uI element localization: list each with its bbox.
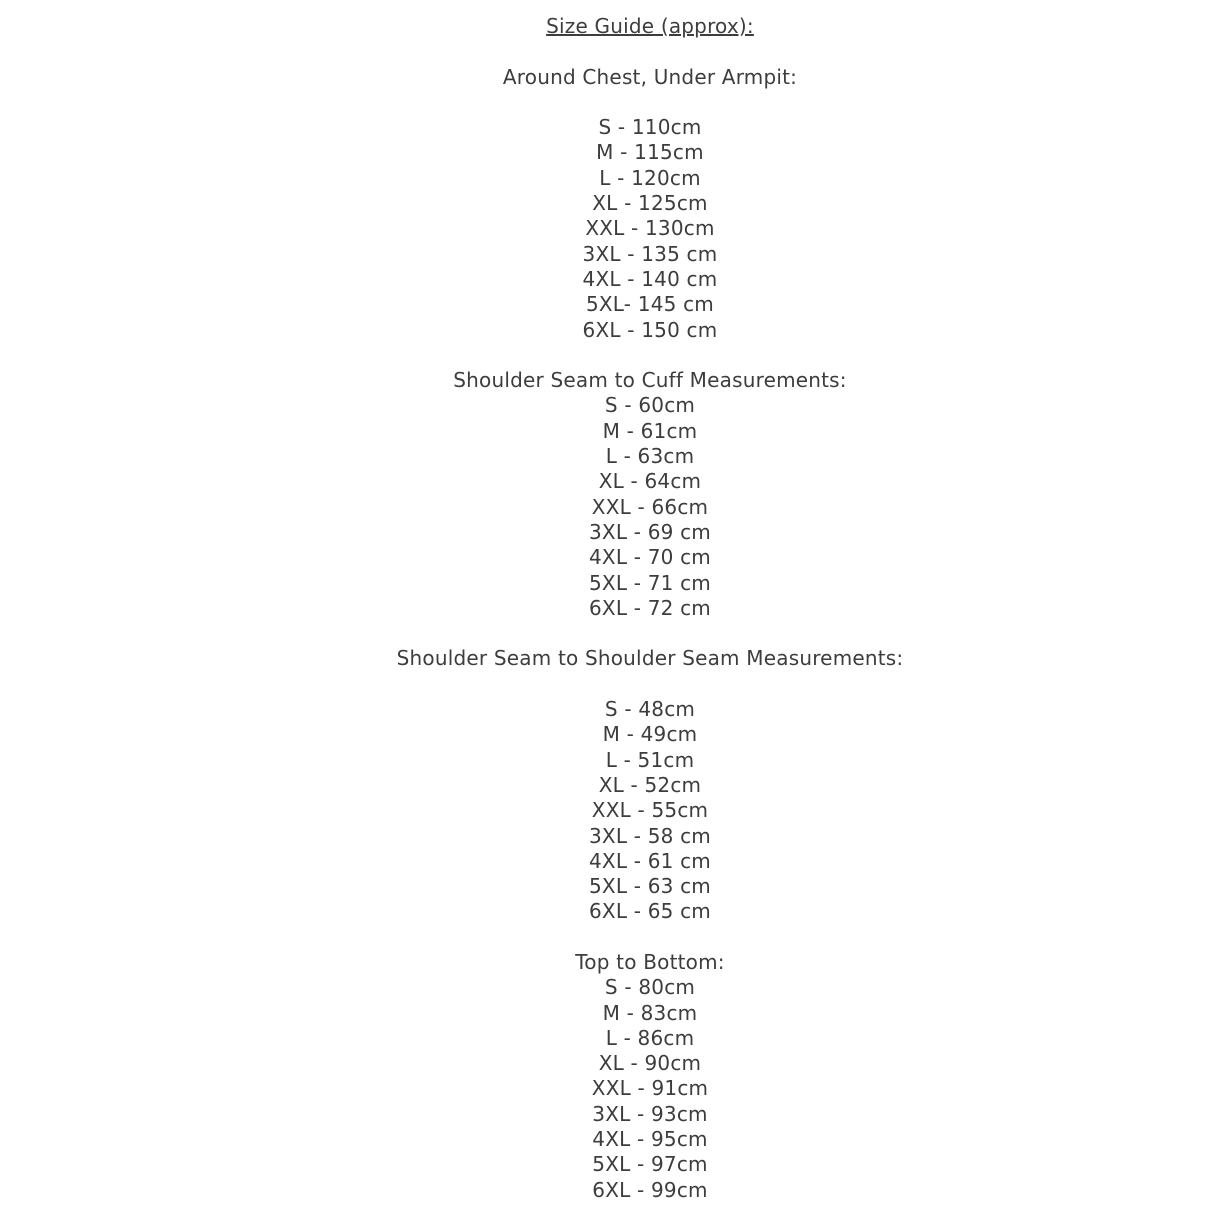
size-row: 6XL - 99cm xyxy=(592,1177,708,1202)
size-row: 5XL - 97cm xyxy=(592,1152,708,1177)
section-heading: Shoulder Seam to Cuff Measurements: xyxy=(453,368,847,393)
size-section-top-to-bottom xyxy=(86,950,1214,1203)
size-row: M - 83cm xyxy=(602,1000,698,1025)
size-row: XL - 64cm xyxy=(598,469,702,494)
size-row: XL - 52cm xyxy=(598,772,702,797)
blank-line xyxy=(86,672,1214,697)
section-heading: Shoulder Seam to Shoulder Seam Measurements: xyxy=(396,646,904,671)
size-row: XXL - 91cm xyxy=(591,1076,709,1101)
size-row: 3XL - 93cm xyxy=(592,1101,708,1126)
blank-line xyxy=(86,90,1214,115)
size-row: 3XL - 58 cm xyxy=(589,823,711,848)
size-section-around-chest-under-armpit xyxy=(86,65,1214,343)
size-row: 5XL - 71 cm xyxy=(589,570,711,595)
size-row: 6XL - 65 cm xyxy=(589,899,711,924)
size-row: L - 120cm xyxy=(599,165,701,190)
size-row: XL - 90cm xyxy=(598,1051,702,1076)
size-row: 6XL - 72 cm xyxy=(589,595,711,620)
size-row: L - 86cm xyxy=(605,1025,695,1050)
section-heading: Around Chest, Under Armpit: xyxy=(502,64,798,89)
size-guide-sections xyxy=(86,65,1214,1203)
size-row: S - 80cm xyxy=(604,975,696,1000)
size-row: M - 115cm xyxy=(596,140,704,165)
size-row: XXL - 66cm xyxy=(591,494,709,519)
size-row: 5XL- 145 cm xyxy=(585,292,714,317)
size-section-shoulder-seam-to-cuff-measurements xyxy=(86,368,1214,621)
size-section-shoulder-seam-to-shoulder-seam-measurements xyxy=(86,646,1214,924)
size-row: M - 61cm xyxy=(602,418,698,443)
size-row: XL - 125cm xyxy=(592,191,708,216)
size-row: 5XL - 63 cm xyxy=(589,874,711,899)
size-row: 3XL - 135 cm xyxy=(582,241,718,266)
size-row: S - 60cm xyxy=(604,393,696,418)
size-row: M - 49cm xyxy=(602,722,698,747)
size-row: XXL - 55cm xyxy=(591,798,709,823)
size-row: 3XL - 69 cm xyxy=(589,519,711,544)
size-row: L - 63cm xyxy=(605,444,695,469)
page-title: Size Guide (approx): xyxy=(546,14,754,38)
section-heading: Top to Bottom: xyxy=(575,949,725,974)
size-row: 4XL - 61 cm xyxy=(589,848,711,873)
size-row: XXL - 130cm xyxy=(585,216,715,241)
size-row: 4XL - 140 cm xyxy=(582,266,718,291)
size-row: S - 110cm xyxy=(598,115,702,140)
size-row: L - 51cm xyxy=(605,747,695,772)
size-row: S - 48cm xyxy=(604,697,696,722)
size-row: 4XL - 95cm xyxy=(592,1127,708,1152)
size-row: 4XL - 70 cm xyxy=(589,545,711,570)
size-row: 6XL - 150 cm xyxy=(582,317,718,342)
